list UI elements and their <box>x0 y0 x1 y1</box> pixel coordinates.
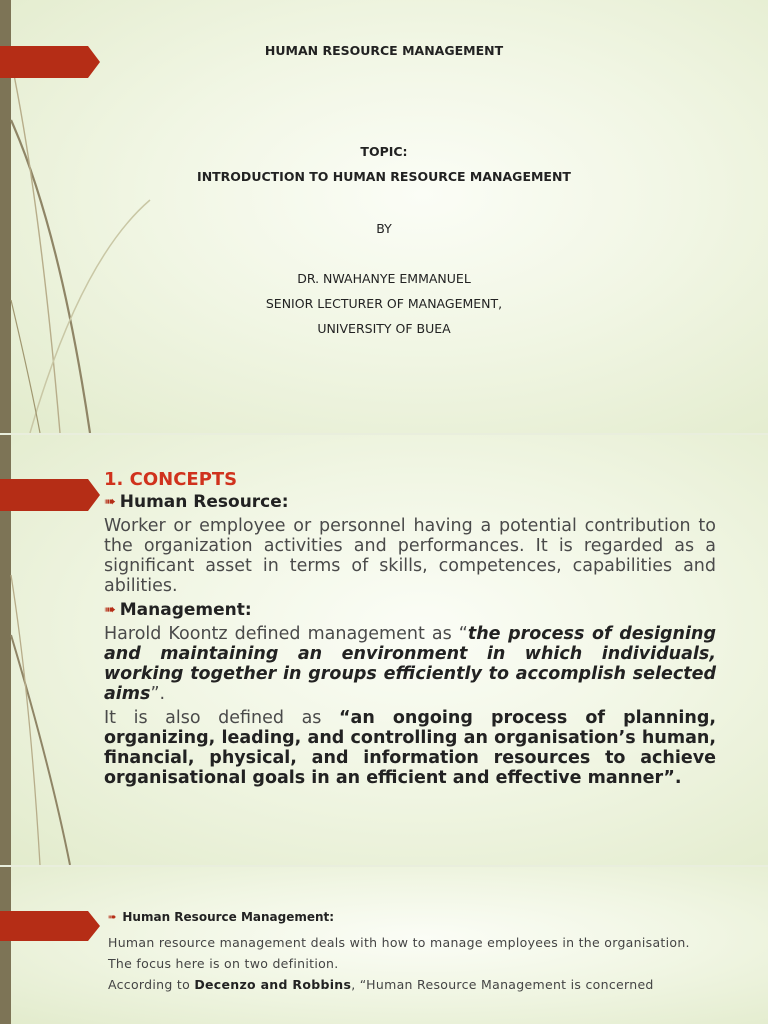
document-heading: HUMAN RESOURCE MANAGEMENT <box>264 43 504 58</box>
hrm-label: Human Resource Management: <box>122 910 335 924</box>
p3-authors: Decenzo and Robbins <box>194 977 352 992</box>
human-resource-heading <box>104 492 716 512</box>
arrow-bullet-icon: ➠ <box>108 911 117 923</box>
p3-intro: According to <box>108 977 195 992</box>
koontz-definition <box>104 624 716 704</box>
author-name: DR. NWAHANYE EMMANUEL <box>297 271 471 286</box>
also-intro: It is also defined as <box>104 708 340 728</box>
section-title: 1. CONCEPTS <box>104 469 238 490</box>
topic-title: INTRODUCTION TO HUMAN RESOURCE MANAGEMENT <box>197 169 571 184</box>
hrm-paragraph-3 <box>108 976 713 993</box>
section-arrow-marker <box>0 911 100 941</box>
sidebar-bar <box>0 867 11 1024</box>
hrm-paragraph-1: Human resource management deals with how to manage employees in the organisation. <box>108 935 690 950</box>
management-heading <box>104 600 716 620</box>
alternate-definition <box>104 708 716 788</box>
topic-label: TOPIC: <box>360 144 408 159</box>
koontz-quote: the process of designing and maintaining an environment in which individuals, working together in groups efficiently to accomplish selected aims <box>104 624 716 704</box>
human-resource-text: Worker or employee or personnel having a potential contribution to the organization activities and performances. It is regarded as a significant asset in terms of skills, competences, capabilities and abilities. <box>104 516 716 596</box>
also-quote: “an ongoing process of planning, organizing, leading, and controlling an organisation’s human, financial, physical, and information resources to achieve organisational goals in an efficient and effective manner”. <box>104 708 716 788</box>
hrm-slide <box>0 867 768 1024</box>
author-institution: UNIVERSITY OF BUEA <box>317 321 451 336</box>
by-label: BY <box>376 221 392 236</box>
human-resource-label: Human Resource: <box>119 492 289 512</box>
management-label: Management: <box>119 600 252 620</box>
title-slide <box>0 0 768 433</box>
koontz-end: ”. <box>150 684 166 704</box>
hrm-heading <box>108 910 713 924</box>
section-arrow-marker <box>0 479 100 511</box>
koontz-intro: Harold Koontz defined management as “ <box>104 624 468 644</box>
hrm-paragraph-2: The focus here is on two definition. <box>108 956 339 971</box>
arrow-bullet-icon: ➠ <box>104 494 116 510</box>
p3-rest: , “Human Resource Management is concerned <box>351 977 654 992</box>
author-position: SENIOR LECTURER OF MANAGEMENT, <box>265 296 503 311</box>
arrow-bullet-icon: ➠ <box>104 602 116 618</box>
concepts-slide <box>0 435 768 865</box>
